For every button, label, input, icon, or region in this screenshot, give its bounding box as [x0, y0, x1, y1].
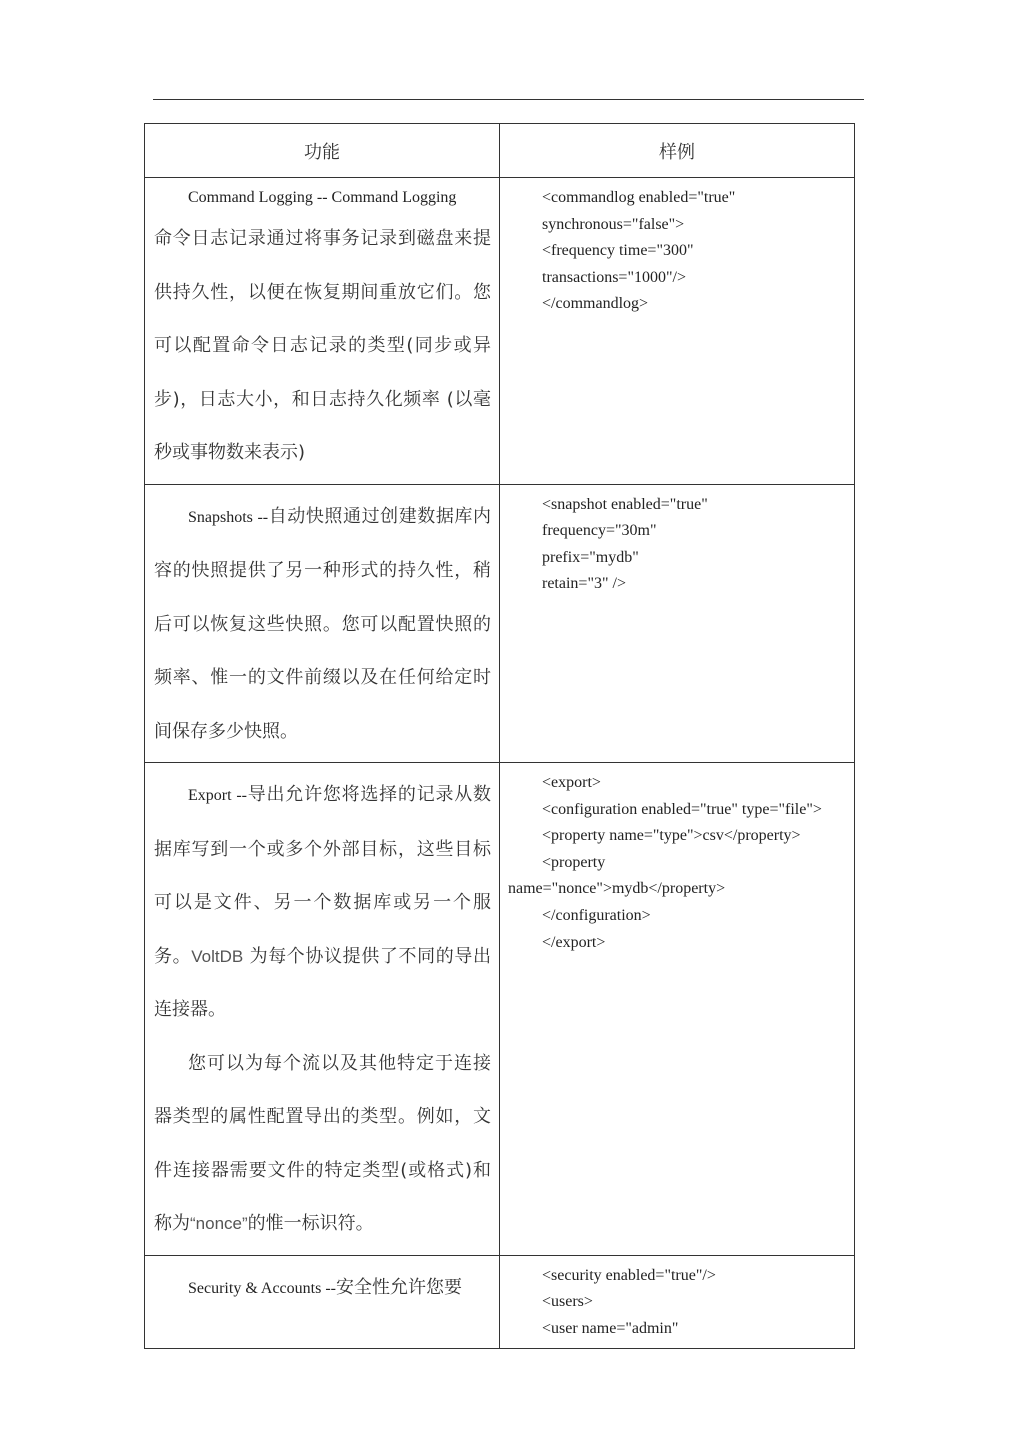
- function-text-para2: 您可以为每个流以及其他特定于连接器类型的属性配置导出的类型。例如，文件连接器需要文件的特定类型(或格式)和称为“nonce”的惟一标识符。: [154, 1052, 491, 1234]
- header-rule: [153, 99, 864, 100]
- code-line: </export>: [542, 933, 606, 951]
- code-line: <security enabled="true"/>: [542, 1266, 716, 1284]
- function-description: 安全性允许您要: [335, 1276, 462, 1298]
- feature-name: Snapshots --: [188, 508, 269, 526]
- function-text: [154, 183, 491, 212]
- function-cell: [145, 1255, 500, 1349]
- function-text: [154, 1261, 491, 1316]
- code-line: <snapshot enabled="true": [542, 495, 708, 513]
- example-cell: [500, 178, 855, 485]
- code-line: <commandlog enabled="true": [542, 189, 736, 206]
- code-example: [500, 178, 854, 324]
- function-text: [154, 768, 491, 1037]
- feature-name: Command Logging -- Command Logging: [188, 189, 457, 206]
- table-header-row: [145, 124, 855, 178]
- feature-table: [144, 123, 855, 1349]
- example-cell: [500, 1255, 855, 1349]
- code-example: [500, 763, 854, 962]
- example-cell: [500, 763, 855, 1256]
- code-line: frequency="30m": [542, 522, 657, 540]
- function-description: 命令日志记录通过将事务记录到磁盘来提供持久性，以便在恢复期间重放它们。您可以配置命令日志记录的类型(同步或异步)，日志大小，和日志持久化频率 (以毫秒或事物数来表示): [154, 228, 491, 463]
- code-line: <property: [542, 853, 606, 871]
- code-example: [500, 485, 854, 604]
- feature-name: Security & Accounts --: [188, 1279, 336, 1297]
- nonce-term: “nonce”: [190, 1214, 248, 1233]
- code-line: <user name="admin": [542, 1319, 679, 1337]
- table-row: [145, 1255, 855, 1349]
- function-text: [154, 490, 491, 759]
- function-description: 自动快照通过创建数据库内容的快照提供了另一种形式的持久性，稍后可以恢复这些快照。您可以配置快照的频率、惟一的文件前缀以及在任何给定时间保存多少快照。: [154, 505, 492, 742]
- code-line: </commandlog>: [542, 295, 649, 313]
- table-row: [145, 178, 855, 485]
- code-line: <property name="type">csv</property>: [542, 827, 801, 845]
- function-cell: [145, 763, 500, 1256]
- function-cell: [145, 484, 500, 763]
- function-description-cont: 为每个协议提供了不同的导出连接器。: [154, 945, 491, 1020]
- code-line: <users>: [542, 1293, 593, 1311]
- code-line: <frequency time="300": [542, 242, 694, 260]
- code-line: retain="3" />: [542, 575, 626, 593]
- function-cell: [145, 178, 500, 485]
- code-example: [500, 1256, 854, 1349]
- header-function: 功能: [145, 124, 500, 178]
- header-example: 样例: [500, 124, 855, 178]
- code-line: <export>: [542, 774, 601, 791]
- table-row: [145, 763, 855, 1256]
- code-line: </configuration>: [542, 906, 651, 924]
- function-description: 导出允许您将选择的记录从数据库写到一个或多个外部目标，这些目标可以是文件、另一个数据库或另一个服务。: [154, 784, 492, 967]
- feature-name: Export --: [188, 787, 247, 804]
- code-line: prefix="mydb": [542, 548, 639, 566]
- code-line: transactions="1000"/>: [542, 268, 686, 286]
- code-line: <configuration enabled="true" type="file">: [542, 800, 822, 818]
- product-name: VoltDB: [191, 946, 244, 966]
- code-line: synchronous="false">: [542, 215, 685, 233]
- code-line: name="nonce">mydb</property>: [508, 880, 726, 898]
- table-row: [145, 484, 855, 763]
- example-cell: [500, 484, 855, 763]
